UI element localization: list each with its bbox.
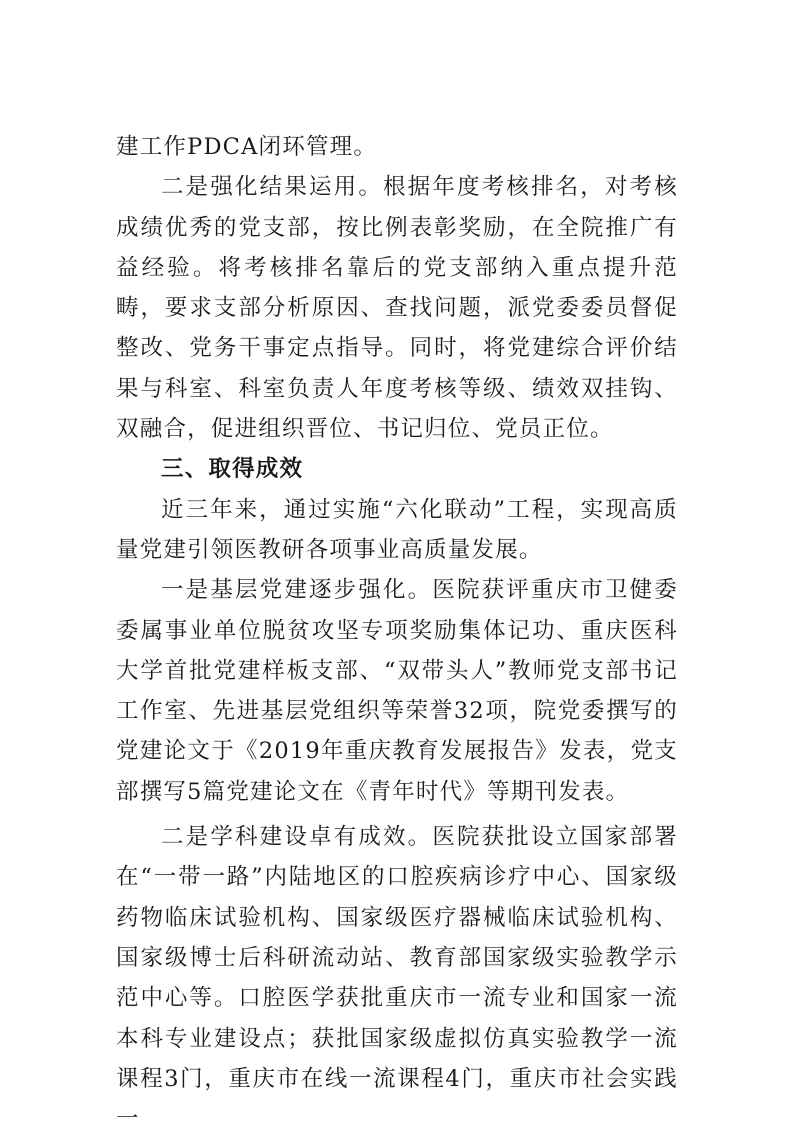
- section-heading-achievements: 三、取得成效: [161, 456, 304, 483]
- paragraph-strengthen-results: 二是强化结果运用。根据年度考核排名，对考核成绩优秀的党支部，按比例表彰奖励，在全院推广有益经验。将考核排名靠后的党支部纳入重点提升范畴，要求支部分析原因、查找问题，派党委委员督促整改、党务干事定点指导。同时，将党建综合评价结果与科室、科室负责人年度考核等级、绩效双挂钩、双融合，促进组织晋位、书记归位、党员正位。: [116, 174, 678, 443]
- paragraph-grassroots-party: 一是基层党建逐步强化。医院获评重庆市卫健委委属事业单位脱贫攻坚专项奖励集体记功、重庆医科大学首批党建样板支部、“双带头人”教师党支部书记工作室、先进基层党组织等荣誉32项，院党委撰写的党建论文于《2019年重庆教育发展报告》发表，党支部撰写5篇党建论文在《青年时代》等期刊发表。: [116, 577, 678, 805]
- paragraph-continuation: 建工作PDCA闭环管理。: [116, 134, 378, 160]
- document-body: [116, 127, 678, 1139]
- paragraph-intro-achievements: 近三年来，通过实施“六化联动”工程，实现高质量党建引领医教研各项事业高质量发展。: [116, 496, 678, 563]
- paragraph-discipline-construction: 二是学科建设卓有成效。医院获批设立国家部署在“一带一路”内陆地区的口腔疾病诊疗中心、国家级药物临床试验机构、国家级医疗器械临床试验机构、国家级博士后科研流动站、教育部国家级实验教学示范中心等。口腔医学获批重庆市一流专业和国家一流本科专业建设点；获批国家级虚拟仿真实验教学一流课程3门，重庆市在线一流课程4门，重庆市社会实践一: [116, 824, 678, 1133]
